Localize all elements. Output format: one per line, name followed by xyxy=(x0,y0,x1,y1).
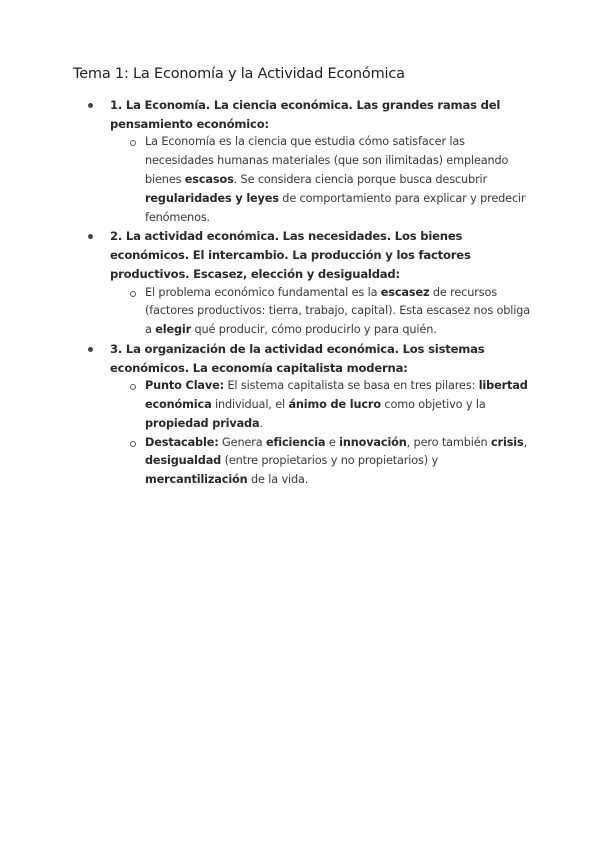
item-heading: 1. La Economía. La ciencia económica. Las grandes ramas del pensamiento económico: xyxy=(110,98,501,131)
text-run: La Economía es la ciencia que estudia cómo satisfacer las necesidades humanas materiales (que son ilimitadas) empleando bienes xyxy=(145,135,509,186)
text-run: . xyxy=(259,416,263,430)
text-run: Genera xyxy=(218,435,266,449)
bold-term: desigualdad xyxy=(145,454,222,468)
text-run: , pero también xyxy=(406,435,491,449)
sub-list-item xyxy=(110,434,533,490)
bold-term: escasos xyxy=(184,173,234,186)
bold-label: Punto Clave: xyxy=(145,379,224,393)
text-run: El sistema capitalista se basa en tres pilares: xyxy=(224,379,479,393)
sub-list xyxy=(110,377,533,490)
bold-label: Destacable: xyxy=(145,435,219,449)
list-item xyxy=(73,340,533,490)
sub-list-item xyxy=(110,284,533,340)
text-run: (entre propietarios y no propietarios) y xyxy=(221,454,439,468)
topic-list xyxy=(73,96,533,490)
bullet-icon xyxy=(88,234,93,239)
bullet-icon xyxy=(88,347,93,352)
page-title: Tema 1: La Economía y la Actividad Económica xyxy=(73,66,405,82)
bold-term: propiedad privada xyxy=(145,416,260,430)
hollow-bullet-icon xyxy=(130,140,136,146)
list-item xyxy=(73,227,533,340)
hollow-bullet-icon xyxy=(130,291,136,297)
bullet-icon xyxy=(88,103,93,108)
text-run: de recursos (factores productivos: tierra, trabajo, capital). Esta escasez nos obliga a xyxy=(145,285,531,337)
bold-term: escasez xyxy=(380,285,430,299)
bold-term: elegir xyxy=(155,323,192,337)
text-run: . Se considera ciencia porque busca descubrir xyxy=(233,173,488,186)
sub-list xyxy=(110,284,533,340)
hollow-bullet-icon xyxy=(130,384,136,390)
bold-term: ánimo de lucro xyxy=(288,398,381,412)
text-run: e xyxy=(325,435,340,449)
text-run: qué producir, cómo producirlo y para quién. xyxy=(191,323,437,337)
bold-term: innovación xyxy=(339,435,407,449)
text-run: , xyxy=(523,435,528,449)
text-run: como objetivo y la xyxy=(380,398,486,412)
text-run: El problema económico fundamental es la xyxy=(145,285,381,299)
document-page xyxy=(73,66,533,490)
bold-term: regularidades y leyes xyxy=(145,191,279,205)
hollow-bullet-icon xyxy=(130,441,136,447)
sub-list-item xyxy=(110,133,533,227)
bold-term: crisis xyxy=(491,435,524,449)
text-run: de comportamiento para explicar y predecir fenómenos. xyxy=(145,191,526,224)
sub-list-item xyxy=(110,377,533,433)
text-run: individual, el xyxy=(211,398,289,412)
bold-term: libertad económica xyxy=(145,379,528,412)
text-run: de la vida. xyxy=(247,473,309,487)
list-item xyxy=(73,96,533,227)
bold-term: mercantilización xyxy=(145,473,248,487)
item-heading: 3. La organización de la actividad económica. Los sistemas económicos. La economía capitalista moderna: xyxy=(110,341,485,375)
bold-term: eficiencia xyxy=(265,435,326,449)
item-heading: 2. La actividad económica. Las necesidades. Los bienes económicos. El intercambio. La producción y los factores productivos. Escasez, elección y desigualdad: xyxy=(110,229,471,281)
sub-list xyxy=(110,133,533,227)
